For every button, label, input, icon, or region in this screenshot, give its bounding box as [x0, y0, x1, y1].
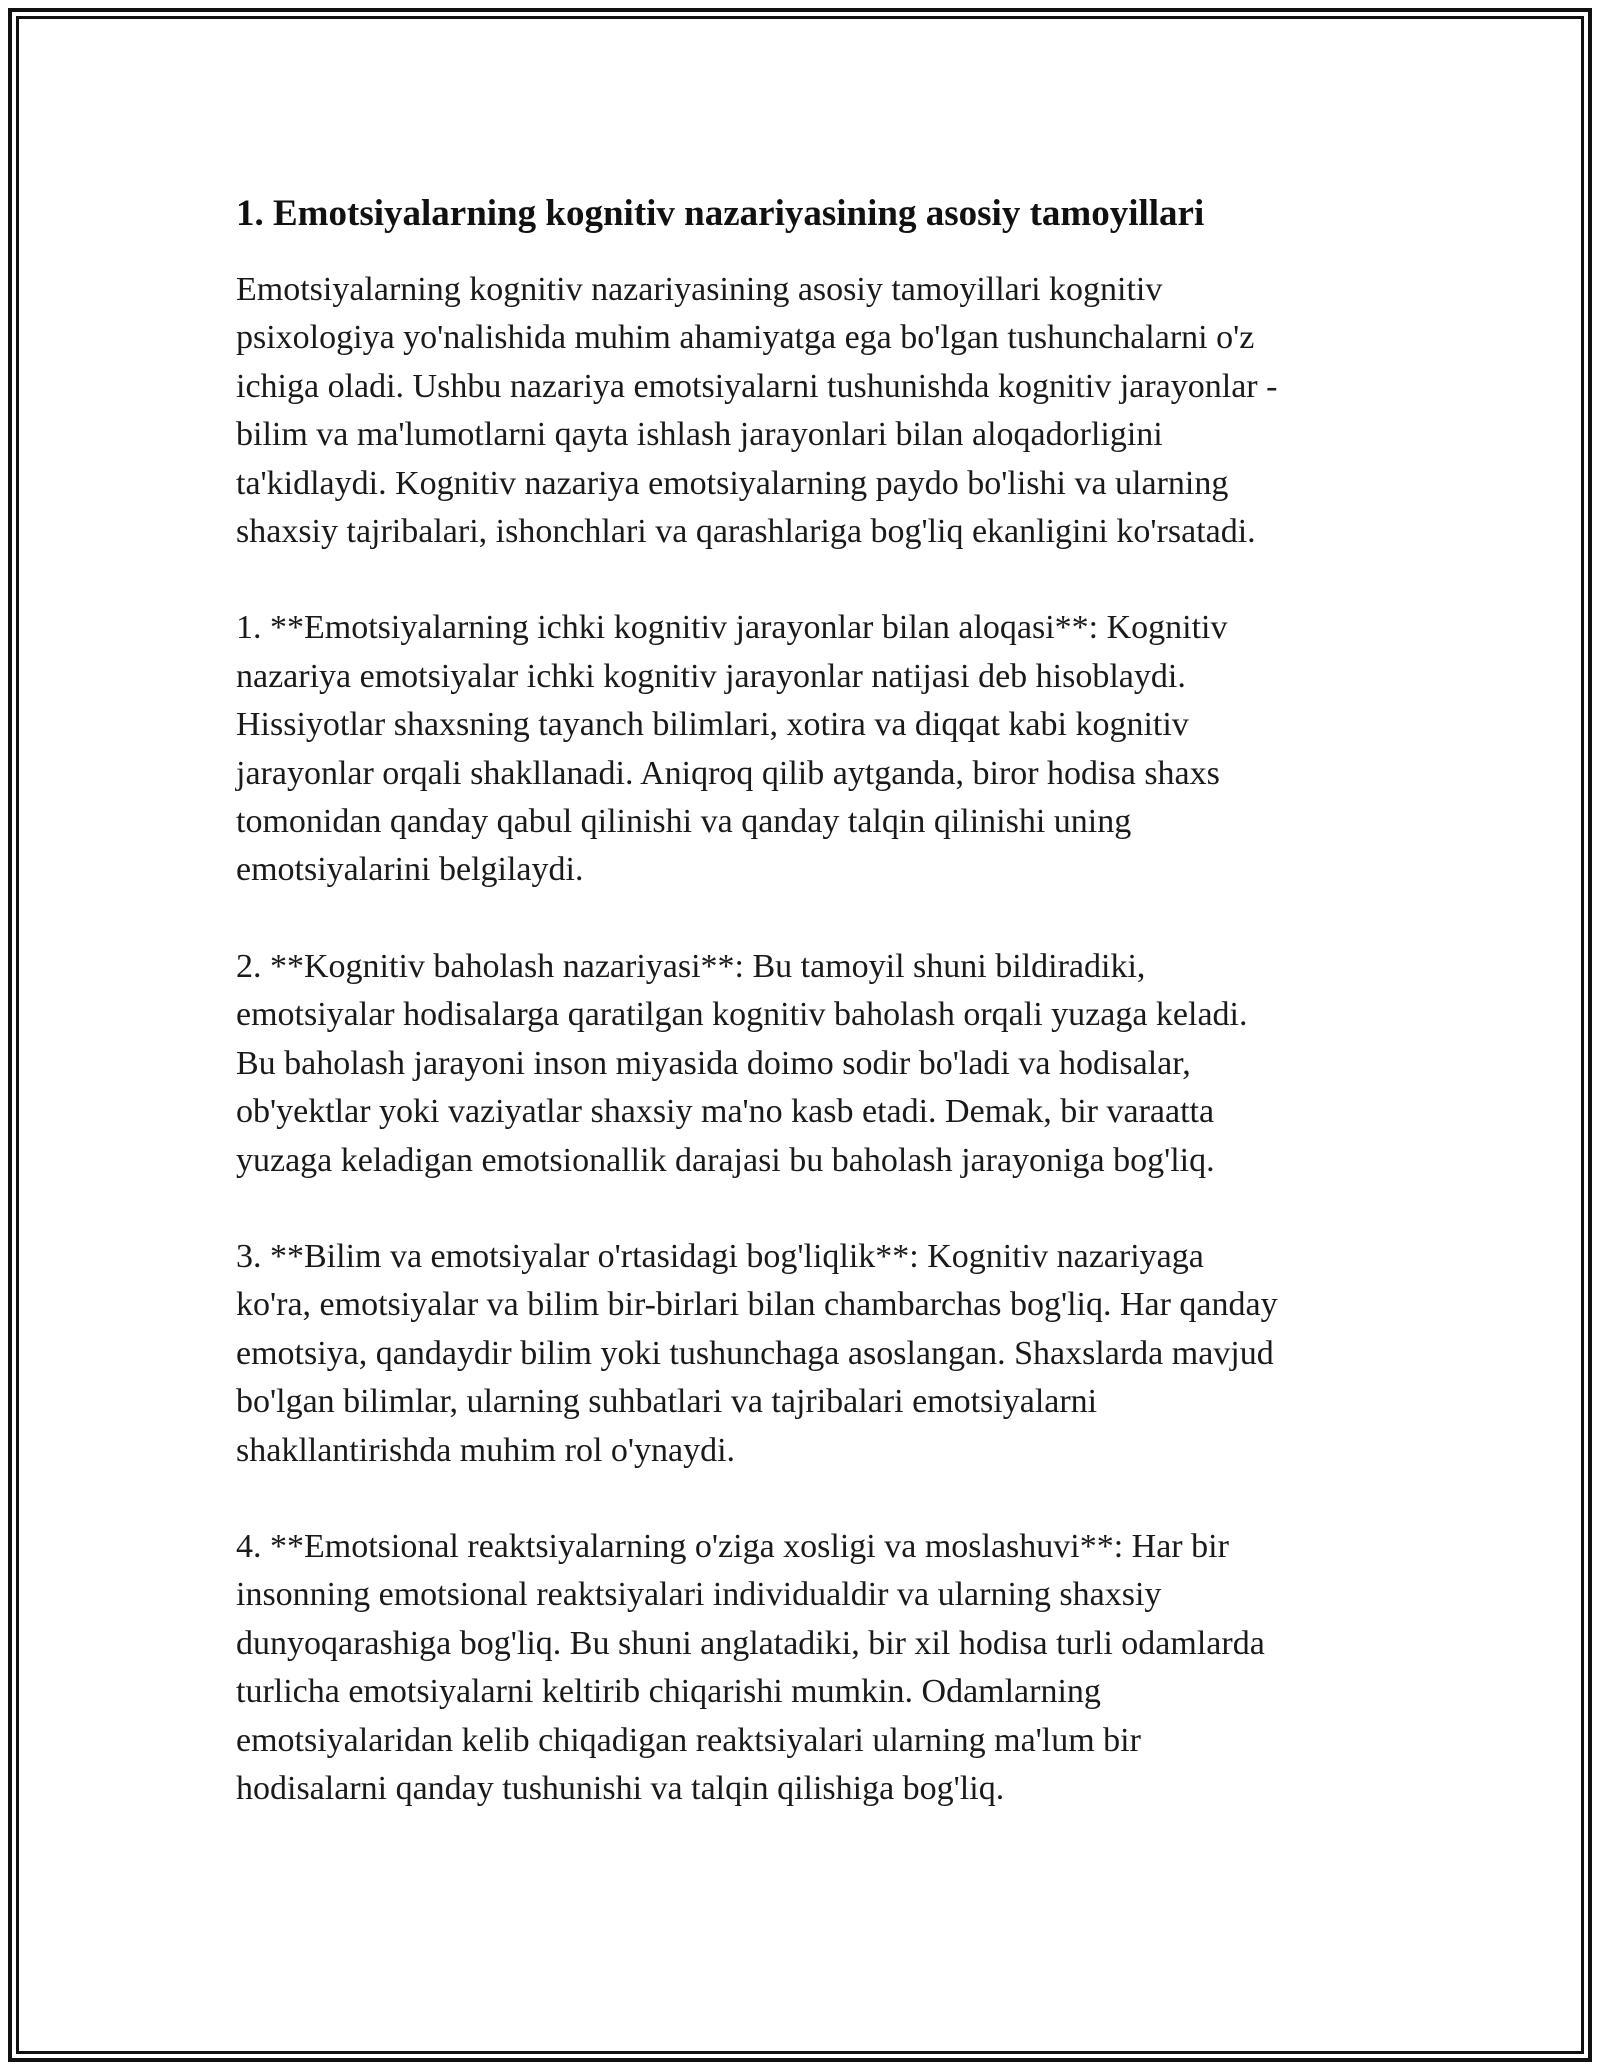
- document-body: [236, 188, 1376, 1861]
- principle-paragraph-4: 4. **Emotsional reaktsiyalarning o'ziga xosligi va moslashuvi**: Har bir insonning emotsional reaktsiyalari individualdir va ularning shaxsiy dunyoqarashiga bog'liq. Bu shuni anglatadiki, bir xil hodisa turli odamlarda turlicha emotsiyalarni keltirib chiqarishi mumkin. Odamlarning emotsiyalaridan kelib chiqadigan reaktsiyalari ularning ma'lum bir hodisalarni qanday tushunishi va talqin qilishiga bog'liq.: [236, 1527, 1265, 1807]
- intro-paragraph: Emotsiyalarning kognitiv nazariyasining asosiy tamoyillari kognitiv psixologiya yo'nalishida muhim ahamiyatga ega bo'lgan tushunchalarni o'z ichiga oladi. Ushbu nazariya emotsiyalarni tushunishda kognitiv jarayonlar - bilim va ma'lumotlarni qayta ishlash jarayonlari bilan aloqadorligini ta'kidlaydi. Kognitiv nazariya emotsiyalarning paydo bo'lishi va ularning shaxsiy tajribalari, ishonchlari va qarashlariga bog'liq ekanligini ko'rsatadi.: [236, 271, 1278, 551]
- section-heading: 1. Emotsiyalarning kognitiv nazariyasining asosiy tamoyillari: [236, 193, 1205, 234]
- principle-paragraph-2: 2. **Kognitiv baholash nazariyasi**: Bu tamoyil shuni bildiradiki, emotsiyalar hodisalarga qaratilgan kognitiv baholash orqali yuzaga keladi. Bu baholash jarayoni inson miyasida doimo sodir bo'ladi va hodisalar, ob'yektlar yoki vaziyatlar shaxsiy ma'no kasb etadi. Demak, bir varaatta yuzaga keladigan emotsionallik darajasi bu baholash jarayoniga bog'liq.: [236, 947, 1248, 1179]
- principle-paragraph-3: 3. **Bilim va emotsiyalar o'rtasidagi bog'liqlik**: Kognitiv nazariyaga ko'ra, emotsiyalar va bilim bir-birlari bilan chambarchas bog'liq. Har qanday emotsiya, qandaydir bilim yoki tushunchaga asoslangan. Shaxslarda mavjud bo'lgan bilimlar, ularning suhbatlari va tajribalari emotsiyalarni shakllantirishda muhim rol o'ynaydi.: [236, 1237, 1278, 1469]
- principle-paragraph-1: 1. **Emotsiyalarning ichki kognitiv jarayonlar bilan aloqasi**: Kognitiv nazariya emotsiyalar ichki kognitiv jarayonlar natijasi deb hisoblaydi. Hissiyotlar shaxsning tayanch bilimlari, xotira va diqqat kabi kognitiv jarayonlar orqali shakllanadi. Aniqroq qilib aytganda, biror hodisa shaxs tomonidan qanday qabul qilinishi va qanday talqin qilinishi uning emotsiyalarini belgilaydi.: [236, 609, 1228, 889]
